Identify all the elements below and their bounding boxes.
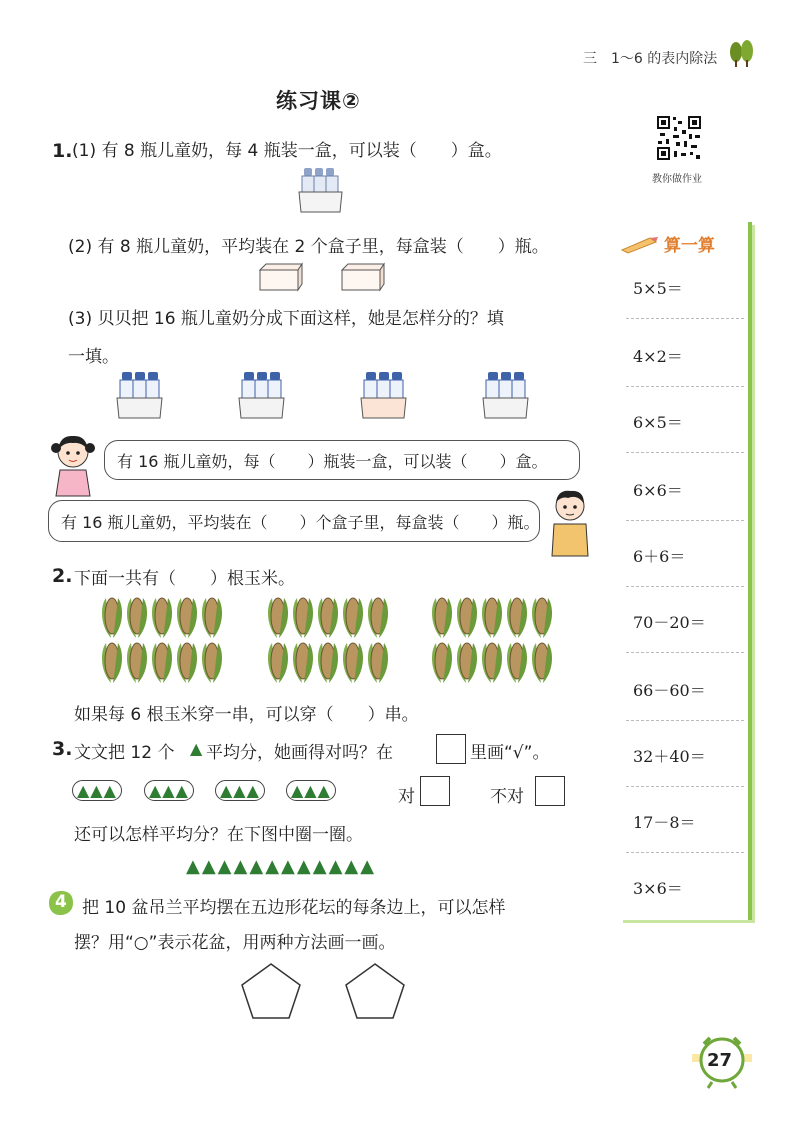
boy-character — [544, 486, 596, 562]
corn-icon — [432, 643, 452, 683]
question-number: 2. — [52, 565, 73, 587]
corn-icon — [482, 643, 502, 683]
answer-line[interactable] — [626, 786, 744, 787]
answer-line[interactable] — [626, 720, 744, 721]
qr-label: 教你做作业 — [652, 174, 702, 185]
corn-icon — [432, 598, 452, 638]
corn-icon — [368, 643, 388, 683]
corn-icon — [368, 598, 388, 638]
answer-line[interactable] — [626, 520, 744, 521]
corn-icon — [202, 598, 222, 638]
page-number: 27 — [707, 1050, 733, 1071]
q1-part1: (1) 有 8 瓶儿童奶，每 4 瓶装一盒，可以装（ ）盒。 — [72, 141, 502, 161]
corn-icon — [177, 598, 197, 638]
calc-item: 17－8＝ — [633, 813, 696, 832]
corn-group — [426, 594, 556, 688]
corn-icon — [457, 643, 477, 683]
corn-icon — [507, 643, 527, 683]
q1-part2: (2) 有 8 瓶儿童奶，平均装在 2 个盒子里，每盒装（ ）瓶。 — [68, 237, 549, 257]
calc-item: 4×2＝ — [633, 347, 683, 366]
q3-text-a: 文文把 12 个 — [74, 743, 175, 763]
corn-icon — [343, 643, 363, 683]
calc-item: 32＋40＝ — [633, 747, 706, 766]
girl-character — [48, 432, 98, 502]
correct-label: 对 — [398, 787, 415, 807]
milk-box-image — [298, 166, 344, 218]
q3-text-b: 平均分，她画得对吗？在 — [206, 743, 393, 763]
question-number: 3. — [52, 738, 73, 760]
calc-item: 6＋6＝ — [633, 547, 686, 566]
answer-box[interactable] — [436, 734, 466, 764]
wrong-box[interactable] — [535, 776, 565, 806]
corn-icon — [102, 643, 122, 683]
pencil-icon — [620, 232, 660, 258]
milk-box-image — [360, 370, 408, 424]
q2-follow: 如果每 6 根玉米穿一串，可以穿（ ）串。 — [74, 705, 419, 725]
triangle-icon: ▲ — [190, 739, 203, 758]
chapter-header: 三 1～6 的表内除法 — [583, 51, 718, 67]
answer-line[interactable] — [626, 386, 744, 387]
triangle-group: ▲▲▲ — [144, 780, 194, 801]
wrong-label: 不对 — [490, 787, 524, 807]
q3-text-c: 里画“√”。 — [470, 743, 550, 763]
milk-box-image — [238, 370, 286, 424]
corn-icon — [202, 643, 222, 683]
corn-icon — [318, 598, 338, 638]
calc-item: 66－60＝ — [633, 681, 706, 700]
corn-icon — [268, 643, 288, 683]
corn-icon — [127, 598, 147, 638]
corn-group — [262, 594, 392, 688]
q1-part3-line1: (3) 贝贝把 16 瓶儿童奶分成下面这样，她是怎样分的？填 — [68, 309, 504, 329]
calc-item: 5×5＝ — [633, 279, 683, 298]
milk-box-image — [116, 370, 164, 424]
corn-icon — [532, 598, 552, 638]
corn-group — [96, 594, 226, 688]
calc-item: 6×6＝ — [633, 481, 683, 500]
question-number: 1. — [52, 140, 73, 162]
corn-icon — [127, 643, 147, 683]
corn-icon — [152, 598, 172, 638]
bubble-text: 有 16 瓶儿童奶，每（ ）瓶装一盒，可以装（ ）盒。 — [117, 452, 548, 471]
calc-item: 3×6＝ — [633, 879, 683, 898]
pentagon-1[interactable] — [240, 962, 302, 1024]
q3-follow: 还可以怎样平均分？在下图中圈一圈。 — [74, 825, 363, 845]
corn-icon — [177, 643, 197, 683]
speech-bubble-boy — [48, 500, 540, 542]
qr-code[interactable] — [656, 115, 702, 165]
empty-box-image — [340, 262, 386, 296]
corn-icon — [457, 598, 477, 638]
corn-icon — [343, 598, 363, 638]
q4-line2: 摆？用“○”表示花盆，用两种方法画一画。 — [74, 933, 396, 953]
answer-line[interactable] — [626, 452, 744, 453]
q1-part3-line2: 一填。 — [68, 347, 119, 367]
empty-box-image — [258, 262, 304, 296]
corn-icon — [532, 643, 552, 683]
answer-line[interactable] — [626, 318, 744, 319]
corn-icon — [293, 643, 313, 683]
sidebar-title: 算一算 — [664, 236, 715, 256]
corn-icon — [507, 598, 527, 638]
milk-box-image — [482, 370, 530, 424]
calc-item: 6×5＝ — [633, 413, 683, 432]
tree-icon — [726, 38, 756, 72]
correct-box[interactable] — [420, 776, 450, 806]
corn-icon — [268, 598, 288, 638]
answer-line[interactable] — [626, 652, 744, 653]
answer-line[interactable] — [626, 586, 744, 587]
speech-bubble-girl — [104, 440, 580, 480]
answer-line[interactable] — [626, 852, 744, 853]
corn-icon — [102, 598, 122, 638]
page-title: 练习课② — [276, 89, 361, 113]
question-number: 4 — [55, 892, 67, 912]
corn-icon — [293, 598, 313, 638]
pentagon-2[interactable] — [344, 962, 406, 1024]
triangle-row[interactable]: ▲▲▲▲▲▲▲▲▲▲▲▲ — [186, 856, 377, 877]
triangle-group: ▲▲▲ — [286, 780, 336, 801]
triangle-group: ▲▲▲ — [72, 780, 122, 801]
corn-icon — [152, 643, 172, 683]
q2-text: 下面一共有（ ）根玉米。 — [74, 569, 295, 589]
bubble-text: 有 16 瓶儿童奶，平均装在（ ）个盒子里，每盒装（ ）瓶。 — [61, 513, 540, 532]
q4-line1: 把 10 盆吊兰平均摆在五边形花坛的每条边上，可以怎样 — [82, 898, 506, 918]
triangle-group: ▲▲▲ — [215, 780, 265, 801]
calc-item: 70－20＝ — [633, 613, 706, 632]
corn-icon — [482, 598, 502, 638]
corn-icon — [318, 643, 338, 683]
